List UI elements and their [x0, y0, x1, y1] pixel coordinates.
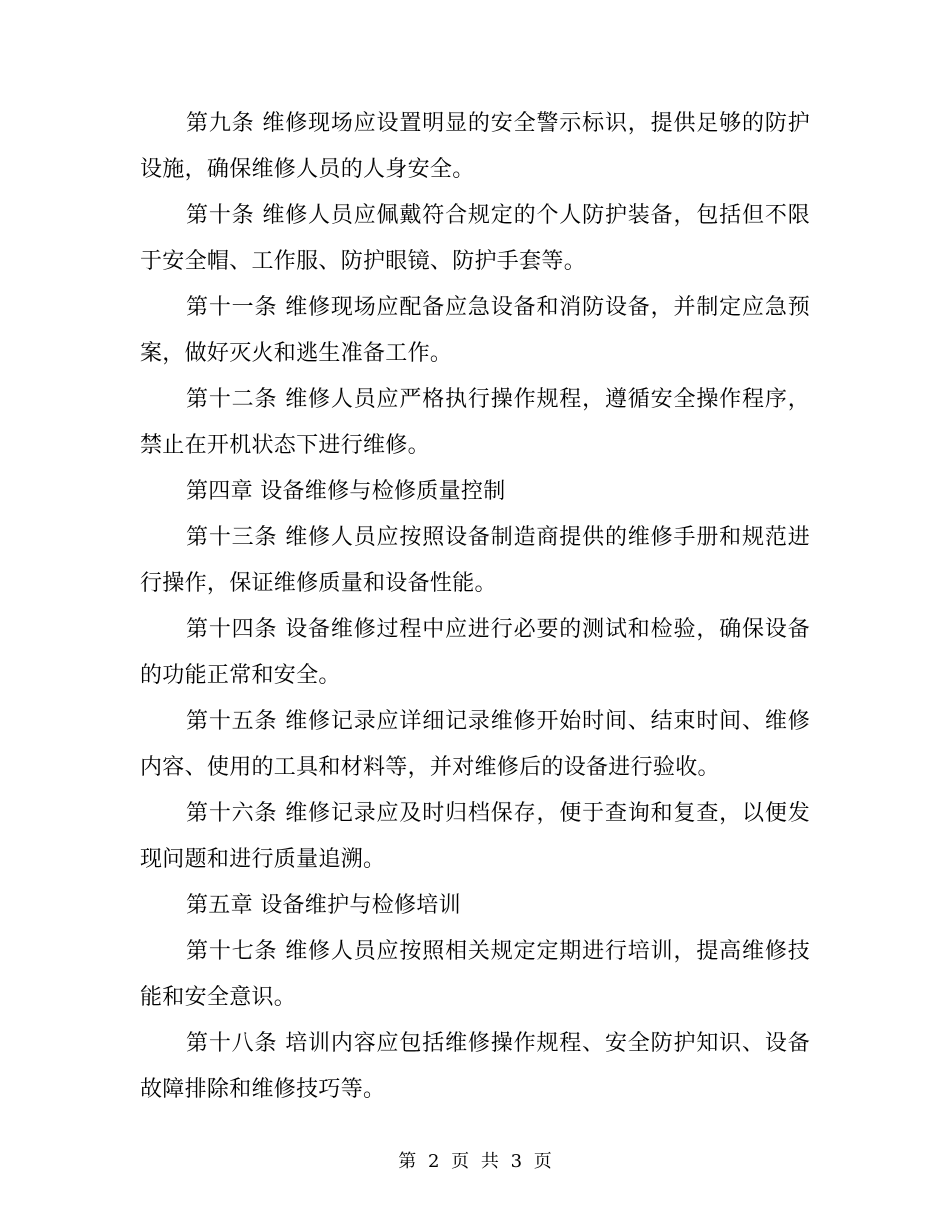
- article-12: 第十二条 维修人员应严格执行操作规程，遵循安全操作程序，禁止在开机状态下进行维修。: [140, 387, 810, 458]
- article-9: 第九条 维修现场应设置明显的安全警示标识，提供足够的防护设施，确保维修人员的人身安全。: [140, 111, 810, 182]
- article-10: 第十条 维修人员应佩戴符合规定的个人防护装备，包括但不限于安全帽、工作服、防护眼镜、防护手套等。: [140, 203, 810, 274]
- article-13: 第十三条 维修人员应按照设备制造商提供的维修手册和规范进行操作，保证维修质量和设备性能。: [140, 525, 810, 596]
- article-11: 第十一条 维修现场应配备应急设备和消防设备，并制定应急预案，做好灭火和逃生准备工作。: [140, 295, 810, 366]
- document-body: [140, 101, 810, 1113]
- article-18: 第十八条 培训内容应包括维修操作规程、安全防护知识、设备故障排除和维修技巧等。: [140, 1031, 810, 1102]
- page-number-footer: 第 2 页 共 3 页: [398, 1151, 552, 1172]
- article-16: 第十六条 维修记录应及时归档保存，便于查询和复查，以便发现问题和进行质量追溯。: [140, 801, 810, 872]
- article-17: 第十七条 维修人员应按照相关规定定期进行培训，提高维修技能和安全意识。: [140, 939, 810, 1010]
- article-15: 第十五条 维修记录应详细记录维修开始时间、结束时间、维修内容、使用的工具和材料等，并对维修后的设备进行验收。: [140, 709, 810, 780]
- chapter-4-heading: 第四章 设备维修与检修质量控制: [186, 479, 506, 504]
- chapter-5-heading: 第五章 设备维护与检修培训: [186, 893, 461, 918]
- article-14: 第十四条 设备维修过程中应进行必要的测试和检验，确保设备的功能正常和安全。: [140, 617, 810, 688]
